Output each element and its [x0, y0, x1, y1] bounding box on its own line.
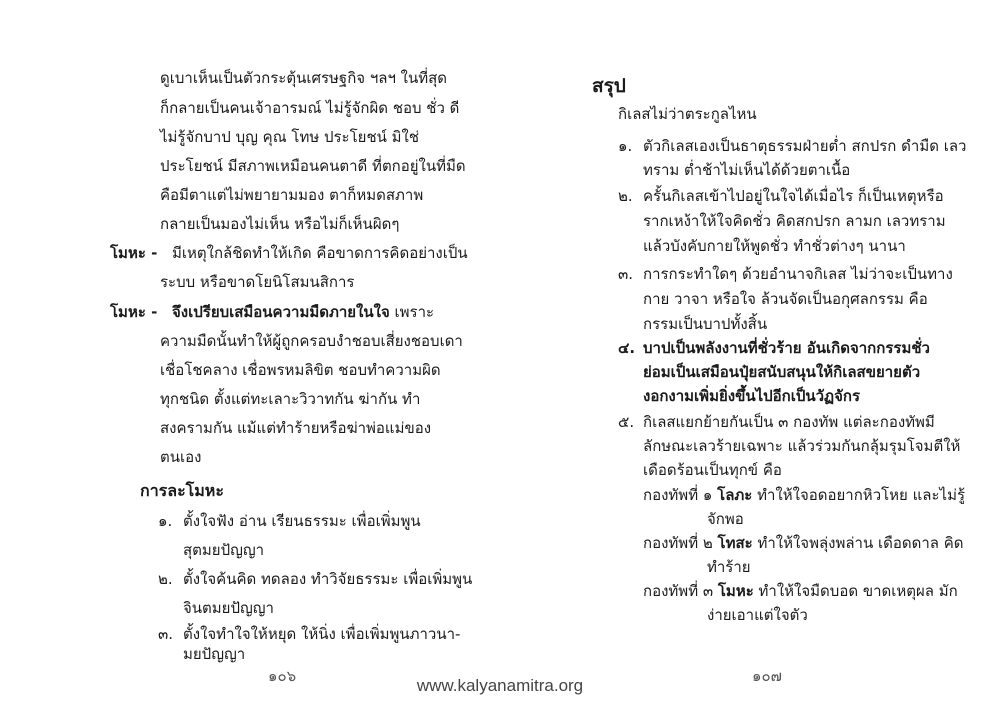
army-continuation: ง่ายเอาแต่ใจตัว — [707, 606, 808, 624]
moha-label: โมหะ - — [110, 303, 158, 321]
item-line: ตั้งใจฟัง อ่าน เรียนธรรมะ เพื่อเพิ่มพูน — [183, 512, 421, 530]
item-number: ๒. — [158, 570, 173, 588]
army-prefix: กองทัพที่ ๑ — [643, 486, 718, 504]
item-number: ๔. — [618, 339, 636, 357]
page-number: ๑๐๖ — [268, 667, 297, 685]
moha-comparison-line: ตนเอง — [160, 448, 202, 466]
page-number: ๑๐๗ — [752, 667, 782, 685]
item-line: แล้วบังคับกายให้พูดชั่ว ทำชั่วต่างๆ นานา — [643, 237, 906, 255]
item-line: ตัวกิเลสเองเป็นธาตุธรรมฝ่ายต่ำ สกปรก ดำมืด เลว — [643, 137, 967, 155]
intro-line: ไม่รู้จักบาป บุญ คุณ โทษ ประโยชน์ มิใช่ — [160, 128, 420, 146]
item-line-bold: ย่อมเป็นเสมือนปุ๋ยสนับสนุนให้กิเลสขยายตัว — [643, 363, 921, 381]
intro-line: ก็กลายเป็นคนเจ้าอารมณ์ ไม่รู้จักผิด ชอบ ชั่ว ดี — [160, 99, 460, 117]
item-number: ๑. — [618, 137, 633, 155]
army-line — [643, 533, 964, 553]
army-description: ทำให้ใจมืดบอด ขาดเหตุผล มัก — [753, 582, 958, 600]
item-line: กรรมเป็นบาปทั้งสิ้น — [643, 315, 768, 333]
moha-comparison-first-line — [172, 302, 434, 322]
army-continuation: จักพอ — [707, 510, 744, 528]
moha-comparison-bold: จึงเปรียบเสมือนความมืดภายในใจ — [172, 303, 390, 321]
army-prefix: กองทัพที่ ๓ — [643, 582, 718, 600]
army-line — [643, 485, 965, 505]
moha-definition-line: มีเหตุใกล้ชิดทำให้เกิด คือขาดการคิดอย่างเป็น — [172, 244, 468, 262]
item-line: ทราม ต่ำช้าไม่เห็นได้ด้วยตาเนื้อ — [643, 161, 851, 179]
army-description: ทำให้ใจอดอยากหิวโหย และไม่รู้ — [752, 486, 966, 504]
item-line: กาย วาจา หรือใจ ล้วนจัดเป็นอกุศลกรรม คือ — [643, 290, 928, 308]
intro-line: คือมีตาแต่ไม่พยายามมอง ตาก็หมดสภาพ — [160, 186, 424, 204]
intro-line: ดูเบาเห็นเป็นตัวกระตุ้นเศรษฐกิจ ฯลฯ ในที่สุด — [160, 69, 448, 87]
army-prefix: กองทัพที่ ๒ — [643, 534, 718, 552]
army-continuation: ทำร้าย — [707, 558, 751, 576]
item-line: มยปัญญา — [183, 645, 246, 663]
item-line: ครั้นกิเลสเข้าไปอยู่ในใจได้เมื่อไร ก็เป็นเหตุหรือ — [643, 187, 944, 205]
moha-comparison-line: เชื่อโชคลาง เชื่อพรหมลิขิต ชอบทำความผิด — [160, 361, 441, 379]
footer-url: www.kalyanamitra.org — [416, 676, 584, 695]
item-line: จินตมยปัญญา — [183, 599, 274, 617]
item-number: ๑. — [158, 512, 173, 530]
army-name: โทสะ — [717, 534, 753, 552]
item-line: เดือดร้อนเป็นทุกข์ คือ — [643, 461, 782, 479]
item-number: ๓. — [618, 265, 634, 283]
item-line: กิเลสแยกย้ายกันเป็น ๓ กองทัพ แต่ละกองทัพมี — [643, 413, 935, 431]
moha-definition-line: ระบบ หรือขาดโยนิโสมนสิการ — [160, 273, 355, 291]
intro-line: กลายเป็นมองไม่เห็น หรือไม่ก็เห็นผิดๆ — [160, 215, 400, 233]
moha-comparison-rest: เพราะ — [389, 303, 435, 321]
item-line: ลักษณะเลวร้ายเฉพาะ แล้วร่วมกันกลุ้มรุมโจมตีให้ — [643, 437, 961, 455]
moha-label: โมหะ - — [110, 244, 158, 262]
moha-comparison-line: ทุกชนิด ตั้งแต่ทะเลาะวิวาทกัน ฆ่ากัน ทำ — [160, 390, 421, 408]
moha-comparison-line: สงครามกัน แม้แต่ทำร้ายหรือฆ่าพ่อแม่ของ — [160, 419, 432, 437]
army-description: ทำให้ใจพลุ่งพล่าน เดือดดาล คิด — [752, 534, 964, 552]
item-number: ๕. — [618, 413, 635, 431]
army-name: โมหะ — [717, 582, 754, 600]
item-line: ตั้งใจทำใจให้หยุด ให้นิ่ง เพื่อเพิ่มพูนภาวนา- — [183, 625, 461, 643]
item-line-bold: งอกงามเพิ่มยิ่งขึ้นไปอีกเป็นวัฏจักร — [643, 387, 861, 405]
right-page — [500, 0, 1000, 709]
item-line: รากเหง้าให้ใจคิดชั่ว คิดสกปรก ลามก เลวทราม — [643, 212, 946, 230]
army-line — [643, 581, 958, 601]
item-number: ๓. — [158, 625, 174, 643]
item-line: สุตมยปัญญา — [183, 541, 265, 559]
army-name: โลภะ — [717, 486, 753, 504]
item-line-bold: บาปเป็นพลังงานที่ชั่วร้าย อันเกิดจากกรรมชั่ว — [643, 339, 930, 357]
section-title: การละโมหะ — [140, 481, 224, 500]
summary-subtitle: กิเลสไม่ว่าตระกูลไหน — [618, 105, 757, 123]
item-line: การกระทำใดๆ ด้วยอำนาจกิเลส ไม่ว่าจะเป็นทาง — [643, 265, 953, 283]
page-title: สรุป — [592, 75, 626, 97]
moha-comparison-line: ความมืดนั้นทำให้ผู้ถูกครอบงำชอบเสี่ยงชอบเดา — [160, 332, 463, 350]
intro-line: ประโยชน์ มีสภาพเหมือนคนตาดี ที่ตกอยู่ในที่มืด — [160, 157, 466, 175]
item-line: ตั้งใจค้นคิด ทดลอง ทำวิจัยธรรมะ เพื่อเพิ่มพูน — [183, 570, 473, 588]
item-number: ๒. — [618, 187, 633, 205]
